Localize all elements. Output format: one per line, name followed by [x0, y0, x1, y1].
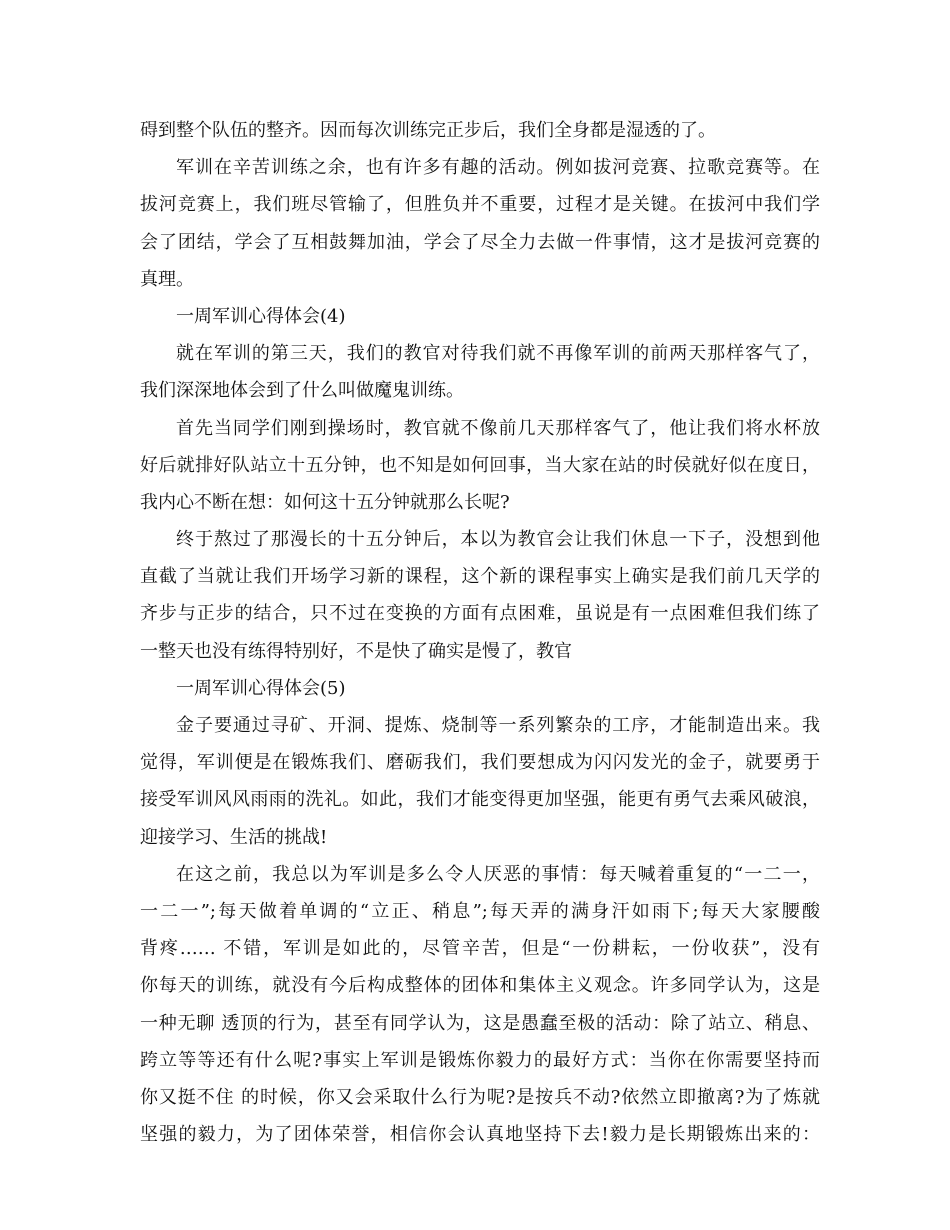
text-line: 真理。: [140, 268, 194, 290]
text-line: 军训在辛苦训练之余，也有许多有趣的活动。例如拔河竞赛、拉歌竞赛等。在: [176, 157, 820, 179]
text-line: 一周军训心得体会(5): [176, 677, 346, 699]
text-line: 会了团结，学会了互相鼓舞加油，学会了尽全力去做一件事情，这才是拔河竞赛的: [140, 231, 820, 253]
text-line: 直截了当就让我们开场学习新的课程，这个新的课程事实上确实是我们前几天学的: [140, 566, 820, 588]
text-line: 接受军训风风雨雨的洗礼。如此，我们才能变得更加坚强，能更有勇气去乘风破浪，: [140, 789, 820, 811]
text-line: 一种无聊 透顶的行为，甚至有同学认为，这是愚蠢至极的活动：除了站立、稍息、: [140, 1012, 820, 1034]
text-line: 拔河竞赛上，我们班尽管输了，但胜负并不重要，过程才是关键。在拔河中我们学: [140, 194, 820, 216]
text-line: 坚强的毅力，为了团体荣誉，相信你会认真地坚持下去!毅力是长期锻炼出来的：: [140, 1124, 820, 1146]
text-line: 首先当同学们刚到操场时，教官就不像前几天那样客气了，他让我们将水杯放: [176, 417, 820, 439]
text-line: 齐步与正步的结合，只不过在变换的方面有点困难，虽说是有一点困难但我们练了: [140, 603, 820, 625]
text-line: 在这之前，我总以为军训是多么令人厌恶的事情：每天喊着重复的“一二一，: [176, 863, 820, 885]
text-line: 跨立等等还有什么呢?事实上军训是锻炼你毅力的最好方式：当你在你需要坚持而: [140, 1049, 820, 1071]
text-line: 背疼…… 不错，军训是如此的，尽管辛苦，但是“一份耕耘，一份收获”，没有: [140, 938, 820, 960]
text-line: 碍到整个队伍的整齐。因而每次训练完正步后，我们全身都是湿透的了。: [140, 120, 716, 141]
text-line: 迎接学习、生活的挑战!: [140, 826, 328, 848]
text-line: 一周军训心得体会(4): [176, 305, 346, 327]
document-body: [140, 112, 820, 1153]
text-line: 金子要通过寻矿、开洞、提炼、烧制等一系列繁杂的工序，才能制造出来。我: [176, 715, 820, 736]
text-line: 你又挺不住 的时候，你又会采取什么行为呢?是按兵不动?依然立即撤离?为了炼就: [140, 1086, 820, 1108]
text-line: 我内心不断在想：如何这十五分钟就那么长呢?: [140, 491, 510, 513]
text-line: 觉得，军训便是在锻炼我们、磨砺我们，我们要想成为闪闪发光的金子，就要勇于: [140, 752, 820, 774]
text-line: 你每天的训练，就没有今后构成整体的团体和集体主义观念。许多同学认为，这是: [140, 975, 820, 997]
text-line: 终于熬过了那漫长的十五分钟后，本以为教官会让我们休息一下子，没想到他: [176, 529, 820, 551]
text-line: 一整天也没有练得特别好，不是快了确实是慢了，教官: [140, 640, 572, 662]
text-line: 好后就排好队站立十五分钟，也不知是如何回事，当大家在站的时侯就好似在度日，: [140, 454, 820, 476]
text-line: 一二一”;每天做着单调的“立正、稍息”;每天弄的满身汗如雨下;每天大家腰酸: [140, 900, 820, 922]
text-line: 我们深深地体会到了什么叫做魔鬼训练。: [140, 380, 464, 402]
text-line: 就在军训的第三天，我们的教官对待我们就不再像军训的前两天那样客气了，: [176, 343, 820, 365]
